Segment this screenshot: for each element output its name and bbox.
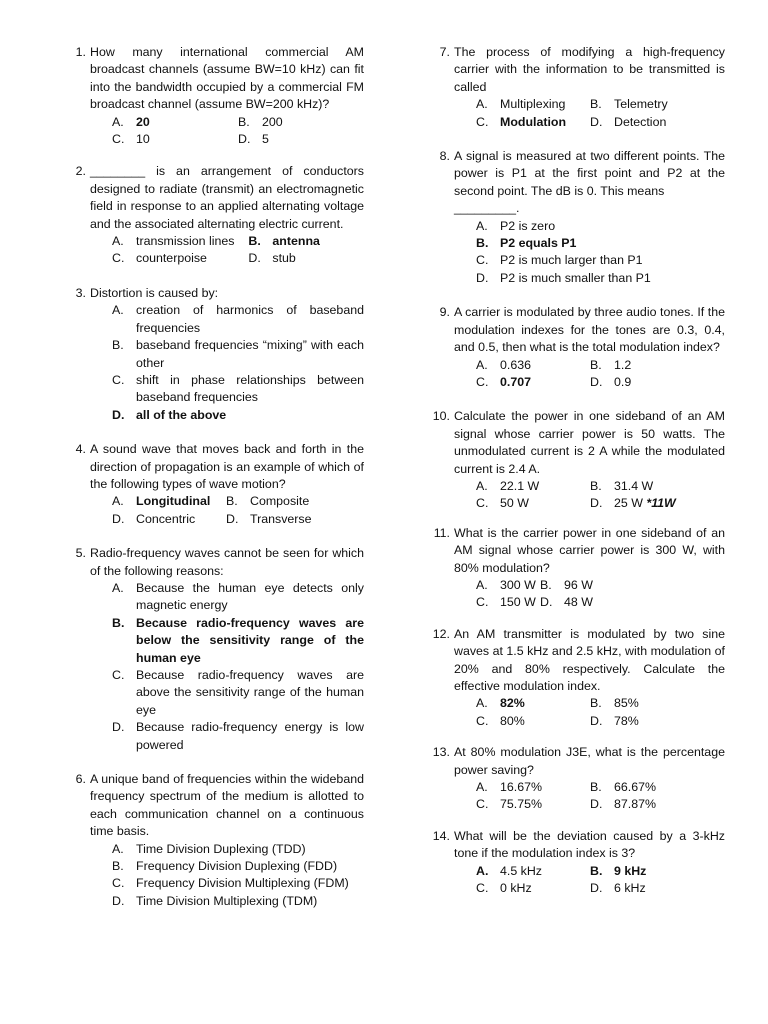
question-number: 13. [432,745,450,760]
option-letter: D. [112,720,125,735]
option-text: Telemetry [614,97,668,112]
option-text: 16.67% [500,780,543,795]
question-stem: What will be the deviation caused by a 3-kHz tone if the modulation index is 3? [454,828,725,861]
option-text: all of the above [136,407,227,422]
option-letter: A. [476,218,488,233]
option-letter: D. [540,595,553,610]
question-2 [62,163,364,267]
question-stem: Calculate the power in one sideband of an AM signal whose carrier power is 50 watts. The unmodulated current is 2 A while the modulated current is 2.4 A. [454,409,725,476]
option-text: Detection [614,114,667,129]
question-stem: A unique band of frequencies within the wideband frequency spectrum of the medium is allotted to each communication channel on a continuous time basis. [90,772,364,839]
right-column [426,44,725,914]
option-letter: A. [476,696,488,711]
question-number: 5. [75,546,86,561]
option-letter: D. [226,511,239,526]
question-number: 11. [433,525,450,540]
option-letter: D. [476,270,489,285]
question-5 [62,545,364,754]
option-text: 150 W [500,595,536,610]
option-text: 48 W [564,595,593,610]
question-number: 1. [75,45,86,59]
option-text: transmission lines [136,234,235,249]
option-letter: C. [112,876,125,891]
option-text: 5 [262,132,269,147]
option-letter: B. [112,859,124,874]
option-letter: C. [476,114,489,129]
question-number: 10. [432,409,450,424]
answer-blank: ________ [90,164,146,179]
option-letter: D. [590,797,603,812]
option-letter: B. [476,236,489,251]
answer-note: *11W [646,496,676,511]
options [476,863,725,898]
option-text: 6 kHz [614,881,646,896]
option-letter: D. [248,251,261,266]
option-letter: B. [112,338,124,353]
options [112,841,364,911]
question-13 [426,744,725,814]
question-number: 7. [439,45,450,59]
option-letter: B. [590,696,602,711]
options [112,302,364,424]
question-3 [62,285,364,424]
left-column [62,44,364,927]
option-text: 75.75% [500,797,543,812]
question-stem: Radio-frequency waves cannot be seen for which of the following reasons: [90,546,364,578]
option-text: 9 kHz [614,863,647,878]
option-text: 0 kHz [500,881,532,896]
option-text: 85% [614,696,639,711]
option-letter: A. [112,494,124,509]
option-text: Composite [250,494,310,509]
option-text: Frequency Division Duplexing (FDD) [136,859,338,874]
option-text: 4.5 kHz [500,863,543,878]
option-text: 10 [136,132,150,147]
question-stem [90,163,364,233]
option-text: 20 [136,114,150,129]
options [476,96,725,131]
question-9 [426,304,725,391]
question-12 [426,626,725,730]
option-text: Frequency Division Multiplexing (FDM) [136,876,349,891]
option-letter: A. [112,234,124,249]
option-text: 87.87% [614,797,657,812]
option-text: baseband frequencies “mixing” with each other [136,338,364,370]
question-6 [62,771,364,910]
options [476,577,725,612]
question-number: 2. [75,164,86,179]
option-letter: B. [540,577,552,592]
question-stem: A carrier is modulated by three audio tones. If the modulation indexes for the tones are 0.3, 0.4, and 0.5, then what is the total modulation index? [454,305,725,355]
question-11 [426,525,725,612]
option-letter: B. [590,357,602,372]
option-letter: C. [476,374,489,389]
question-number: 6. [75,772,86,787]
option-text: 22.1 W [500,478,540,493]
options [476,779,725,814]
option-letter: B. [590,97,602,112]
option-text: creation of harmonics of baseband frequencies [136,303,364,335]
option-text: 82% [500,696,525,711]
option-text: P2 is zero [500,218,556,233]
question-stem: At 80% modulation J3E, what is the percentage power saving? [454,745,725,777]
question-10 [426,408,725,512]
option-text: 0.707 [500,374,532,389]
option-text: 78% [614,713,639,728]
option-letter: C. [476,496,489,511]
question-stem: A sound wave that moves back and forth in the direction of propagation is an example of which of the following types of wave motion? [90,442,364,491]
option-text: Modulation [500,114,567,129]
option-letter: A. [476,577,488,592]
question-4 [62,441,364,528]
option-letter: C. [476,881,489,896]
option-letter: A. [476,97,488,112]
option-letter: C. [476,797,489,812]
question-stem: An AM transmitter is modulated by two sine waves at 1.5 kHz and 2.5 kHz, with modulation of 20% and 80% respectively. Calculate the effective modulation index. [454,626,725,693]
question-number: 9. [439,305,450,320]
options [112,580,364,754]
option-letter: A. [476,478,488,493]
question-number: 4. [75,442,86,457]
option-text: shift in phase relationships between baseband frequencies [136,372,364,405]
option-text: Because the human eye detects only magnetic energy [136,580,364,613]
option-text: 0.9 [614,374,632,389]
options [112,233,364,268]
option-letter: A. [112,303,124,318]
option-text: Time Division Duplexing (TDD) [136,841,306,856]
question-stem: Distortion is caused by: [90,285,219,300]
option-text: 300 W [500,577,536,592]
option-letter: B. [590,780,602,795]
option-text: P2 equals P1 [500,236,577,251]
option-text: Longitudinal [136,494,211,509]
question-stem-text: is an arrangement of conductors designed to radiate (transmit) an electromagnetic field in response to an applied alternating voltage and the associated alternating electric current. [90,164,364,231]
option-text: 66.67% [614,780,657,795]
answer-blank: _________. [454,201,520,216]
option-letter: B. [590,478,602,493]
option-text: P2 is much larger than P1 [500,253,643,268]
question-number: 12. [432,626,450,641]
question-1 [62,44,364,148]
option-text: Because radio-frequency waves are below the sensitivity range of the human eye [136,615,364,665]
option-letter: A. [112,580,124,595]
options [476,218,725,288]
option-letter: D. [112,893,125,908]
option-letter: B. [590,863,603,878]
option-text: Time Division Multiplexing (TDM) [136,893,318,908]
option-text: counterpoise [136,251,207,266]
question-number: 14. [432,828,450,843]
question-stem: What is the carrier power in one sideband of an AM signal whose carrier power is 300 W, with 80% modulation? [454,525,725,575]
question-stem: A signal is measured at two different points. The power is P1 at the first point and P2 at the second point. The dB is 0. This means [454,149,725,198]
option-text: antenna [272,234,320,249]
question-stem: How many international commercial AM broadcast channels (assume BW=10 kHz) can fit into the bandwidth occupied by a commercial FM broadcast channel (assume BW=200 kHz)? [90,45,364,112]
question-number: 3. [75,285,86,300]
options [476,695,725,730]
option-letter: D. [590,881,603,896]
option-text: 25 W [614,496,643,511]
question-7 [426,44,725,131]
question-stem: The process of modifying a high-frequency carrier with the information to be transmitted is called [454,45,725,94]
option-text: Because radio-frequency waves are above the sensitivity range of the human eye [136,668,364,717]
option-text: stub [272,251,296,266]
option-letter: C. [112,132,125,147]
option-text: P2 is much smaller than P1 [500,270,651,285]
option-letter: B. [238,114,250,129]
options [476,478,725,513]
options [476,357,725,392]
option-letter: C. [476,253,489,268]
option-letter: A. [476,780,488,795]
option-letter: D. [590,713,603,728]
question-number: 8. [439,149,450,164]
option-letter: A. [476,863,489,878]
option-letter: D. [590,496,603,511]
option-letter: C. [476,713,489,728]
option-text: Multiplexing [500,97,566,112]
option-letter: B. [248,234,261,249]
option-letter: C. [476,595,489,610]
option-text: 31.4 W [614,478,654,493]
option-text: 0.636 [500,357,532,372]
option-text: 96 W [564,577,593,592]
question-14 [426,828,725,898]
option-letter: D. [112,511,125,526]
option-text: Transverse [250,511,312,526]
option-text: 1.2 [614,357,632,372]
option-text: Concentric [136,511,196,526]
option-letter: C. [112,372,125,387]
option-letter: A. [112,841,124,856]
option-text: 200 [262,114,283,129]
option-letter: C. [112,251,125,266]
option-text: 80% [500,713,525,728]
option-letter: D. [112,407,125,422]
option-letter: D. [238,132,251,147]
option-text: Because radio-frequency energy is low powered [136,720,364,752]
option-letter: B. [112,615,125,630]
option-letter: D. [590,114,603,129]
options [112,493,364,528]
question-8 [426,148,725,287]
options [112,114,364,149]
option-text: 50 W [500,496,529,511]
option-letter: A. [112,114,124,129]
option-letter: D. [590,374,603,389]
option-letter: C. [112,668,125,682]
option-letter: B. [226,494,238,509]
option-letter: A. [476,357,488,372]
